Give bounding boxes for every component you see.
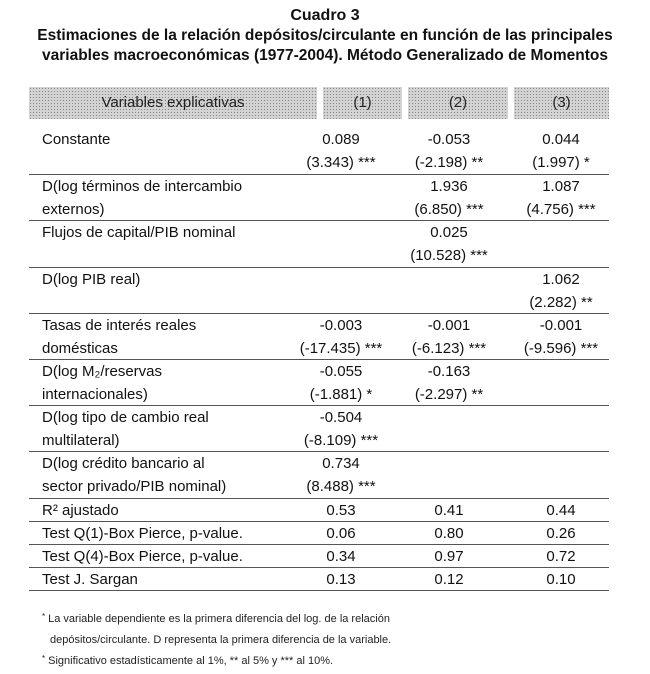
- coef-col-2: -0.163: [427, 363, 471, 380]
- coef-col-3: 0.044: [542, 131, 580, 148]
- stat-col-3: (-9.596) ***: [523, 340, 599, 357]
- table-row: [29, 268, 609, 314]
- coef-col-1: -0.504: [319, 409, 363, 426]
- stat-col-2: (-2.297) **: [414, 386, 484, 403]
- row-label-line-1: Tasas de interés reales: [42, 317, 197, 334]
- table-row: [29, 499, 609, 522]
- table-row: [29, 175, 609, 221]
- table-row: [29, 406, 609, 452]
- note-1: [42, 609, 391, 630]
- row-label: Test J. Sargan: [42, 571, 138, 588]
- value-col-3: 0.44: [546, 502, 576, 519]
- row-label: D(log PIB real): [42, 271, 141, 288]
- value-col-2: 0.80: [434, 525, 464, 542]
- coef-col-2: 1.936: [430, 178, 468, 195]
- note-2-text: Significativo estadísticamente al 1%, ** al 5% y *** al 10%.: [48, 655, 334, 667]
- value-col-2: 0.97: [434, 548, 464, 565]
- coef-col-1: -0.003: [319, 317, 363, 334]
- coef-col-3: -0.001: [539, 317, 583, 334]
- subtitle-line-1: Estimaciones de la relación depósitos/circulante en función de las principales: [37, 27, 613, 44]
- coef-col-1: 0.734: [322, 455, 360, 472]
- table-title: Cuadro 3: [290, 7, 360, 24]
- stat-col-3: (1.997) *: [532, 154, 590, 171]
- row-label: R² ajustado: [42, 502, 119, 519]
- table-row: [29, 522, 609, 545]
- note-marker: *: [42, 654, 46, 663]
- value-col-1: 0.53: [326, 502, 356, 519]
- row-label-line-2: externos): [42, 201, 105, 218]
- table-row: [29, 360, 609, 406]
- table-row: [29, 545, 609, 568]
- coef-col-2: -0.053: [427, 131, 471, 148]
- note-1-continued: depósitos/circulante. D representa la primera diferencia de la variable.: [50, 634, 392, 646]
- coef-col-3: 1.087: [542, 178, 580, 195]
- value-col-1: 0.06: [326, 525, 356, 542]
- stat-col-3: (2.282) **: [529, 294, 593, 311]
- value-col-2: 0.12: [434, 571, 464, 588]
- table-row: [29, 568, 609, 591]
- table-row: [29, 452, 609, 499]
- stat-col-2: (-6.123) ***: [411, 340, 487, 357]
- row-label: Test Q(4)-Box Pierce, p-value.: [42, 548, 243, 565]
- table-row: [29, 128, 609, 175]
- subtitle-line-2: variables macroeconómicas (1977-2004). Método Generalizado de Momentos: [42, 47, 608, 64]
- value-col-3: 0.26: [546, 525, 576, 542]
- stat-col-1: (8.488) ***: [306, 478, 376, 495]
- note-marker: *: [42, 612, 46, 621]
- table-row: [29, 314, 609, 360]
- coef-col-2: -0.001: [427, 317, 471, 334]
- table-subtitle: [0, 26, 650, 66]
- row-label-line-2: multilateral): [42, 432, 120, 449]
- row-label: Constante: [42, 131, 111, 148]
- row-label: Flujos de capital/PIB nominal: [42, 224, 236, 241]
- stat-col-1: (-1.881) *: [309, 386, 373, 403]
- row-label-line-2: internacionales): [42, 386, 148, 403]
- header-col-1: (1): [323, 87, 402, 119]
- value-col-2: 0.41: [434, 502, 464, 519]
- header-col-3: (3): [514, 87, 609, 119]
- coef-col-2: 0.025: [430, 224, 468, 241]
- stat-col-1: (-17.435) ***: [299, 340, 383, 357]
- coef-col-3: 1.062: [542, 271, 580, 288]
- stat-col-2: (10.528) ***: [410, 247, 488, 264]
- stat-col-3: (4.756) ***: [526, 201, 596, 218]
- value-col-1: 0.13: [326, 571, 356, 588]
- stat-col-2: (6.850) ***: [414, 201, 484, 218]
- stat-col-1: (-8.109) ***: [303, 432, 379, 449]
- row-label-line-2: sector privado/PIB nominal): [42, 478, 227, 495]
- coef-col-1: 0.089: [322, 131, 360, 148]
- note-2: [42, 651, 391, 672]
- row-label-line-2: domésticas: [42, 340, 118, 357]
- row-label-line-1: D(log términos de intercambio: [42, 178, 243, 195]
- row-label-line-1: D(log tipo de cambio real: [42, 409, 209, 426]
- value-col-3: 0.10: [546, 571, 576, 588]
- row-label-line-1: D(log crédito bancario al: [42, 455, 205, 472]
- table-row: [29, 221, 609, 268]
- coef-col-1: -0.055: [319, 363, 363, 380]
- stat-col-2: (-2.198) **: [414, 154, 484, 171]
- stat-col-1: (3.343) ***: [306, 154, 376, 171]
- header-col-2: (2): [408, 87, 508, 119]
- header-variables: Variables explicativas: [29, 87, 317, 119]
- note-1-text: La variable dependiente es la primera diferencia del log. de la relación: [48, 613, 390, 625]
- table-notes: [42, 609, 391, 672]
- value-col-1: 0.34: [326, 548, 356, 565]
- row-label: Test Q(1)-Box Pierce, p-value.: [42, 525, 243, 542]
- value-col-3: 0.72: [546, 548, 576, 565]
- row-label-line-1: D(log M₂/reservas: [42, 363, 163, 380]
